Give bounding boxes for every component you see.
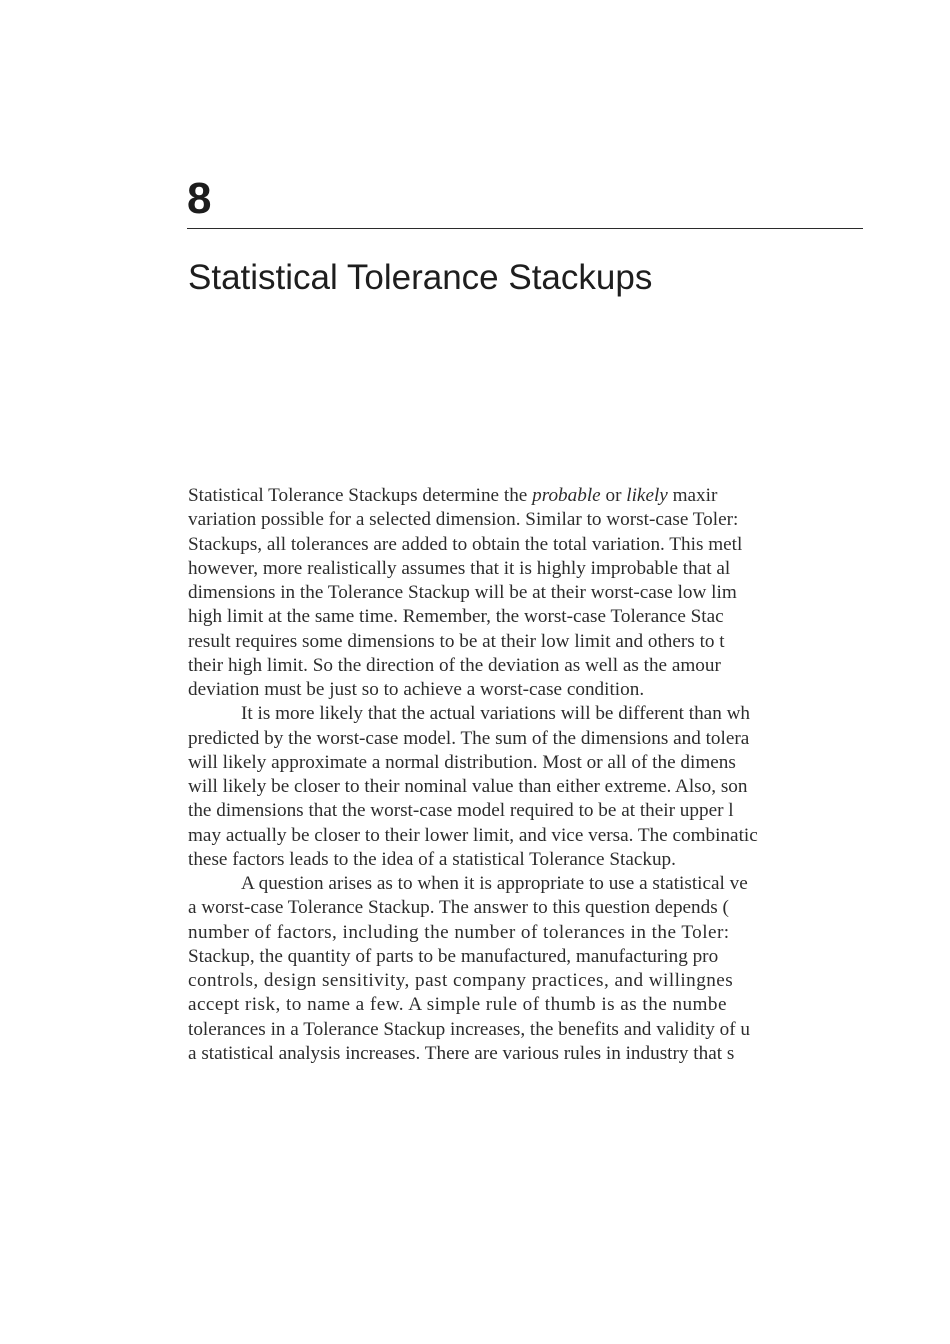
text-line (188, 484, 864, 508)
text-line: may actually be closer to their lower limit, and vice versa. The combinatic (188, 824, 758, 846)
text-line: the dimensions that the worst-case model required to be at their upper l (188, 800, 734, 822)
text-line: a statistical analysis increases. There are various rules in industry that s (188, 1042, 735, 1064)
text-line: It is more likely that the actual variations will be different than wh (241, 703, 751, 725)
emphasis-likely: likely (626, 485, 668, 506)
text-run: maxir (667, 485, 718, 506)
body-text (188, 484, 864, 1066)
paragraph-1 (188, 484, 864, 702)
paragraph-3 (188, 872, 864, 1066)
text-line: variation possible for a selected dimension. Similar to worst-case Toler: (188, 509, 739, 531)
emphasis-probable: probable (532, 485, 601, 506)
text-line: will likely approximate a normal distribution. Most or all of the dimens (188, 751, 736, 773)
text-run: Statistical Tolerance Stackups determine the (188, 485, 533, 506)
paragraph-2 (188, 702, 864, 872)
text-line: result requires some dimensions to be at their low limit and others to t (188, 630, 725, 652)
text-run: or (600, 485, 627, 506)
text-line: predicted by the worst-case model. The sum of the dimensions and tolera (188, 727, 750, 749)
chapter-number: 8 (187, 174, 212, 223)
text-line: deviation must be just so to achieve a worst-case condition. (188, 679, 645, 700)
text-line: however, more realistically assumes that it is highly improbable that al (188, 557, 731, 579)
text-line: number of factors, including the number of tolerances in the Toler: (188, 921, 730, 943)
text-line: a worst-case Tolerance Stackup. The answer to this question depends ( (188, 897, 729, 919)
text-line: A question arises as to when it is appropriate to use a statistical ve (241, 873, 748, 894)
text-line: dimensions in the Tolerance Stackup will be at their worst-case low lim (188, 582, 737, 603)
chapter-title: Statistical Tolerance Stackups (188, 258, 653, 297)
text-line: accept risk, to name a few. A simple rule of thumb is as the numbe (188, 994, 727, 1016)
text-line: tolerances in a Tolerance Stackup increases, the benefits and validity of u (188, 1018, 750, 1040)
text-line: Stackups, all tolerances are added to obtain the total variation. This metl (188, 533, 743, 555)
text-line: controls, design sensitivity, past company practices, and willingnes (188, 970, 734, 991)
text-line: will likely be closer to their nominal value than either extreme. Also, son (188, 776, 748, 797)
text-line: high limit at the same time. Remember, the worst-case Tolerance Stac (188, 606, 724, 628)
text-line: Stackup, the quantity of parts to be manufactured, manufacturing pro (188, 945, 719, 967)
text-line: their high limit. So the direction of the deviation as well as the amour (188, 654, 721, 676)
chapter-rule (187, 228, 863, 229)
text-line: these factors leads to the idea of a statistical Tolerance Stackup. (188, 848, 676, 870)
